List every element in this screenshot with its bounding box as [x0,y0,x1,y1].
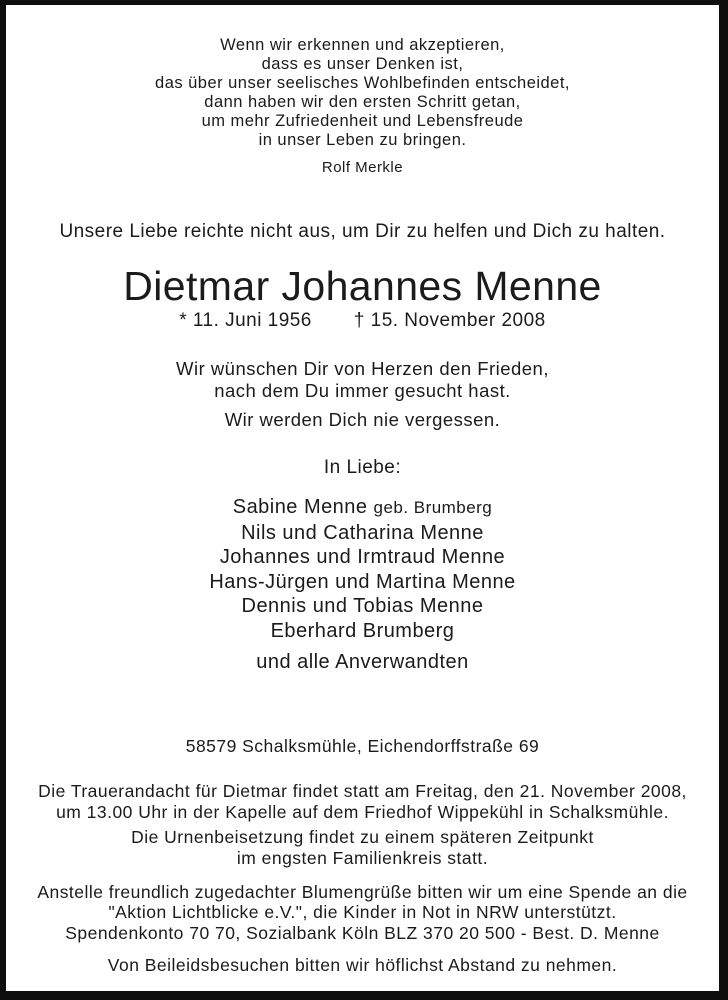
quote-line: dass es unser Denken ist, [261,55,464,73]
birth-date: * 11. Juni 1956 [179,310,312,331]
deceased-name: Dietmar Johannes Menne [123,263,602,309]
mourner-birth-name: geb. Brumberg [373,498,493,517]
mourner-line: Hans-Jürgen und Martina Menne [209,570,516,593]
donation-line: Spendenkonto 70 70, Sozialbank Köln BLZ 370 20 500 - Best. D. Menne [65,922,660,943]
burial-info [6,827,719,870]
in-love-label: In Liebe: [323,457,402,478]
mourner-line: Eberhard Brumberg [270,619,455,642]
burial-line: Die Urnenbeisetzung findet zu einem späteren Zeitpunkt [131,826,594,847]
opening-line: Unsere Liebe reichte nicht aus, um Dir zu helfen und Dich zu halten. [59,221,666,242]
memorial-service-info [6,781,719,824]
farewell-line: Wir wünschen Dir von Herzen den Frieden, [176,358,549,379]
quote-line: in unser Leben zu bringen. [258,131,467,149]
death-date: † 15. November 2008 [353,310,546,331]
mourners-list [6,495,719,643]
quote-line: Wenn wir erkennen und akzeptieren, [220,36,505,54]
quote-line: um mehr Zufriedenheit und Lebensfreude [201,112,524,130]
service-line: um 13.00 Uhr in der Kapelle auf dem Friedhof Wippekühl in Schalksmühle. [56,802,669,822]
opening-quote [6,36,719,150]
quote-line: dann haben wir den ersten Schritt getan, [204,93,521,111]
donation-line: "Aktion Lichtblicke e.V.", die Kinder in Not in NRW unterstützt. [108,902,617,922]
mourner-line: Johannes und Irmtraud Menne [219,546,506,568]
mourner-line: Nils und Catharina Menne [241,521,484,544]
mourner-line [6,495,719,521]
burial-line: im engsten Familienkreis statt. [236,848,489,868]
condolence-request: Von Beileidsbesuchen bitten wir höflichst Abstand zu nehmen. [107,955,618,975]
donation-info [6,882,719,944]
donation-line: Anstelle freundlich zugedachter Blumengrüße bitten wir um eine Spende an die [37,881,688,902]
quote-attribution: Rolf Merkle [321,159,404,176]
quote-line: das über unser seelisches Wohlbefinden entscheidet, [155,74,570,92]
obituary-content [6,36,719,976]
farewell-text [6,358,719,402]
mourner-name: Sabine Menne [232,496,368,518]
mourner-line: Dennis und Tobias Menne [241,595,484,617]
service-line: Die Trauerandacht für Dietmar findet statt am Freitag, den 21. November 2008, [38,780,687,801]
home-address: 58579 Schalksmühle, Eichendorffstraße 69 [185,735,540,756]
farewell-line: Wir werden Dich nie vergessen. [224,409,501,430]
mourners-closing: und alle Anverwandten [256,651,469,673]
life-dates [6,310,719,331]
farewell-line: nach dem Du immer gesucht hast. [214,380,511,401]
